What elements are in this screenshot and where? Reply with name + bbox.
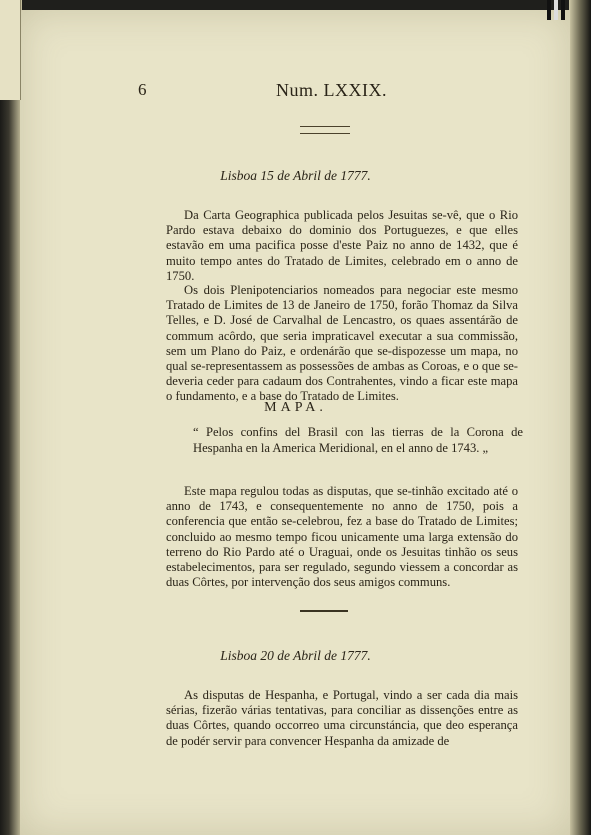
paragraph-3: Este mapa regulou todas as disputas, que se-tinhão excitado até o anno de 1743, e consequentemente no anno de 1750, pois a conferencia que então se-celebrou, fez a base do Tratado de Limites; concluido ao mesmo tempo ficou unicamente uma larga extensão do terreno do Rio Pardo até o Uraguai, onde os Jesuitas tinhão os seus estabelecimentos, para ser regulado, segundo viessem a concordar as duas Côrtes, por intervenção dos seus amigos communs. <box>166 484 518 590</box>
paragraph-2: Os dois Plenipotenciarios nomeados para negociar este mesmo Tratado de Limites de 13 de Janeiro de 1750, forão Thomaz da Silva Telles, e D. José de Carvalhal de Lencastro, os quaes assentárão de commum acôrdo, que seria impraticavel executar a sua commissão, sem um Plano do Paiz, e ordenárão que se-dispozesse um mapa, no qual se-representassem as possessões de ambas as Coroas, e o que se-deveria ceder para cadaum dos Contrahentes, vindo a ficar este mapa o fundamento, e a base do Tratado de Limites. <box>166 283 518 404</box>
map-quote: “ Pelos confins del Brasil con las tierras de la Corona de Hespanha en la America Meridional, en el anno de 1743. „ <box>193 425 523 455</box>
dateline-1: Lisboa 15 de Abril de 1777. <box>220 168 371 183</box>
scan-ruler <box>0 0 21 100</box>
page-title: Num. LXXIX. <box>276 80 387 100</box>
dateline-2: Lisboa 20 de Abril de 1777. <box>220 648 371 663</box>
paragraph-1: Da Carta Geographica publicada pelos Jesuitas se-vê, que o Rio Pardo estava debaixo do dominio dos Portuguezes, e que elles estavão em uma pacifica posse d'este Paiz no anno de 1432, que é muito tempo antes do Tratado de Limites, celebrado em o anno de 1750. <box>166 208 518 283</box>
scan-color-marks <box>547 0 577 24</box>
section-divider <box>300 610 348 612</box>
header-ornament <box>300 126 350 134</box>
section-subheading: MAPA. <box>264 400 327 415</box>
book-spine-edge <box>0 0 22 835</box>
paragraph-4: As disputas de Hespanha, e Portugal, vindo a ser cada dia mais sérias, fizerão várias tentativas, para conciliar as dissenções entre as duas Côrtes, quando occorreo uma circunstáncia, que deo esperança de podér servir para convencer Hespanha da amizade de <box>166 688 518 748</box>
page-number: 6 <box>138 80 147 99</box>
page-right-edge <box>569 0 591 835</box>
